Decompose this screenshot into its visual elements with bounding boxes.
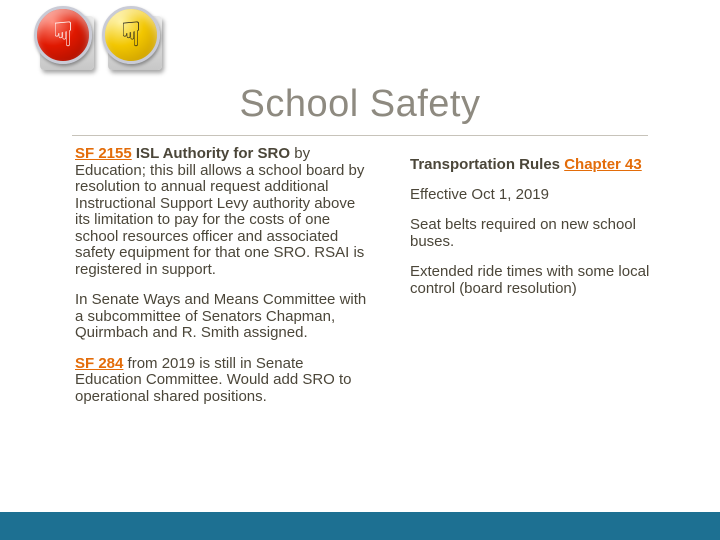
thumbs-down-yellow-orb (102, 6, 160, 64)
left-paragraph-1-bold: ISL Authority for SRO (135, 145, 291, 162)
left-paragraph-3-text: from 2019 is still in Senate Education Committee. Would add SRO to operational shared positions. (75, 354, 352, 405)
slide-title: School Safety (239, 83, 481, 125)
left-paragraph-3 (75, 356, 367, 406)
left-paragraph-1 (75, 146, 367, 278)
thumbs-down-red-orb (34, 6, 92, 64)
seat-belts-text (410, 216, 682, 250)
extended-ride-value: Extended ride times with some local control (board resolution) (410, 263, 650, 297)
extended-ride-text (410, 263, 682, 297)
left-column (75, 146, 367, 419)
seat-belts-value: Seat belts required on new school buses. (410, 216, 636, 250)
footer-accent-bar (0, 512, 720, 540)
sf-284-link[interactable]: SF 284 (75, 354, 124, 372)
chapter-43-link[interactable]: Chapter 43 (564, 156, 642, 173)
title-divider (72, 135, 648, 136)
transportation-rules-label: Transportation Rules (410, 156, 561, 173)
thumbs-down-glyph: ☟ (52, 16, 74, 54)
thumbs-down-red-icon (34, 6, 100, 74)
left-paragraph-2 (75, 292, 367, 342)
right-column (410, 156, 682, 310)
thumbs-down-yellow-icon (102, 6, 168, 74)
transportation-rules-heading (410, 156, 682, 173)
left-paragraph-2-text: In Senate Ways and Means Committee with a subcommittee of Senators Chapman, Quirmbach and R. Smith assigned. (75, 291, 367, 341)
left-paragraph-1-text: by Education; this bill allows a school board by resolution to annual request additional Instructional Support Levy authority above its limitation to pay for the costs of one school resources officer and associated safety equipment for that one SRO. RSAI is registered in support. (75, 145, 365, 278)
sf-2155-link[interactable]: SF 2155 (75, 145, 132, 162)
effective-date-value: Effective Oct 1, 2019 (410, 186, 549, 203)
effective-date-text (410, 186, 682, 203)
thumbs-down-glyph: ☟ (120, 16, 142, 54)
